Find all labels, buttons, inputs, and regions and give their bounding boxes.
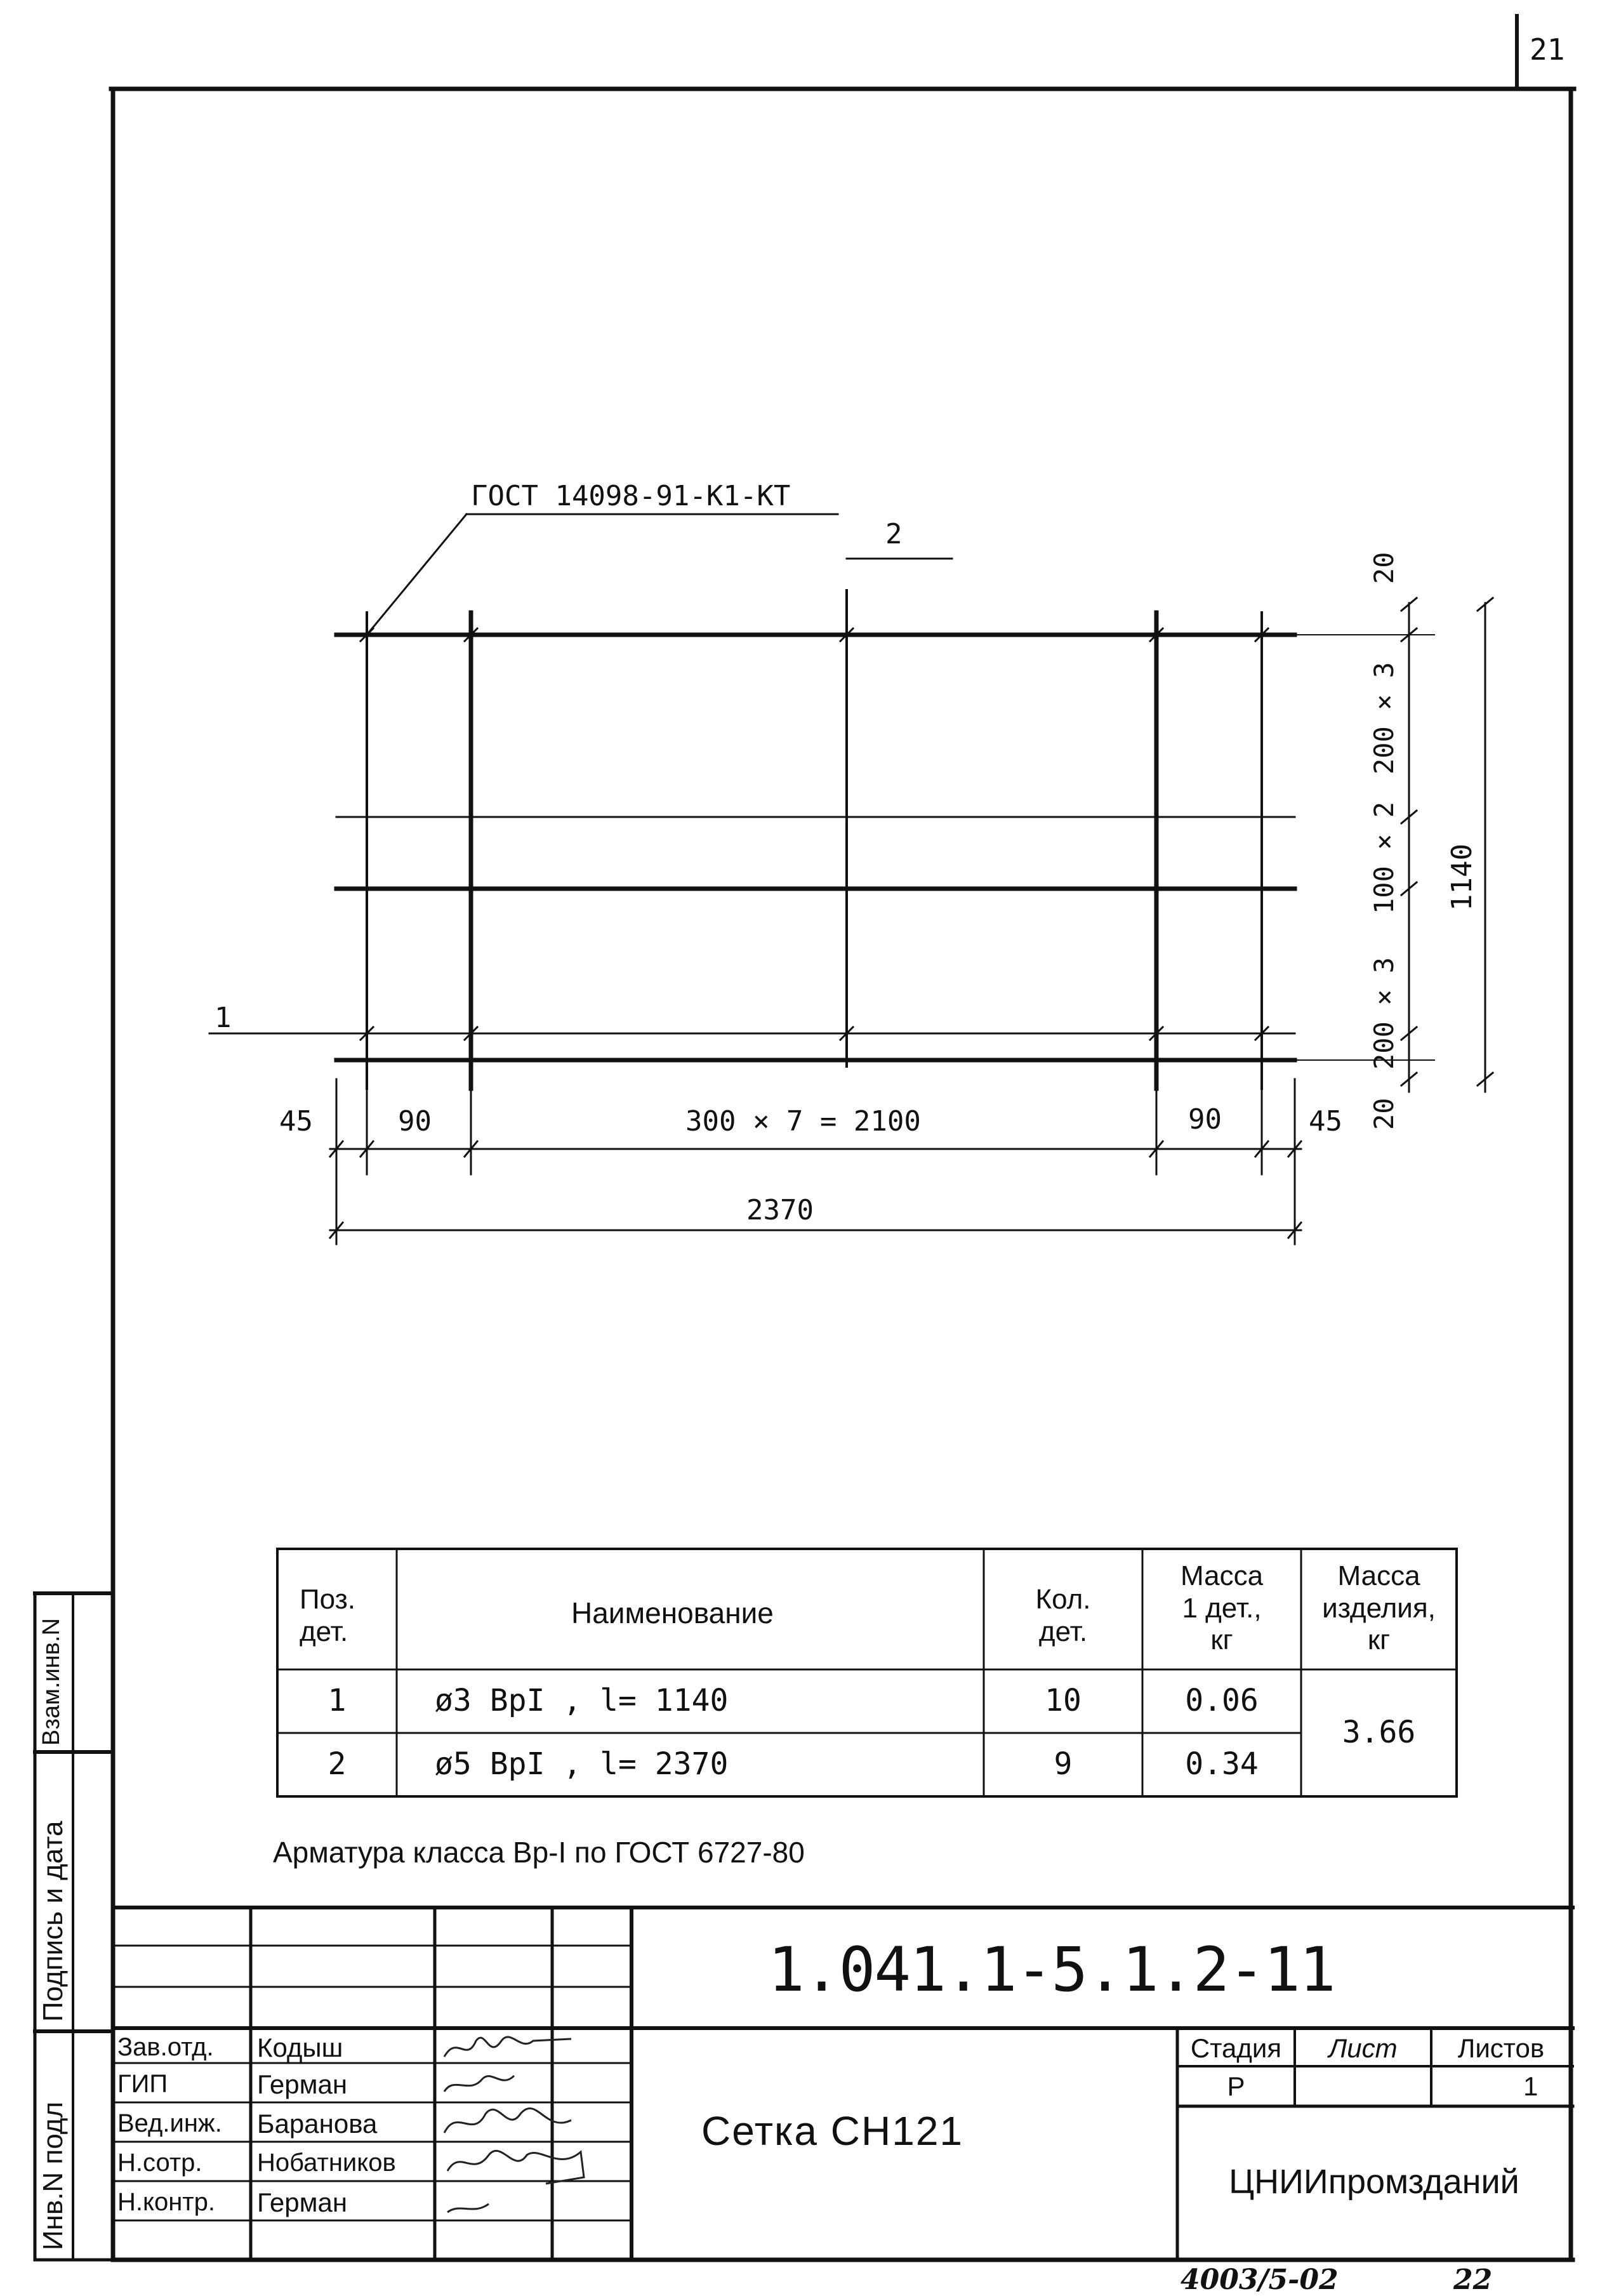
role-gip: ГИП	[117, 2070, 168, 2098]
callout-position-1: 1	[215, 1002, 232, 1034]
dim-total-height: 1140	[1446, 844, 1478, 911]
signature-german-1	[444, 2076, 514, 2092]
stage-label: Стадия	[1190, 2033, 1282, 2063]
role-zav-otd: Зав.отд.	[117, 2033, 214, 2061]
row1-name: ø3 ВрI , l= 1140	[435, 1683, 729, 1718]
callout-position-2: 2	[885, 518, 903, 550]
th-mass-total: Масса изделия, кг	[1322, 1560, 1436, 1656]
name-kodysh: Кодыш	[257, 2033, 343, 2062]
th-mass-one: Масса 1 дет., кг	[1180, 1560, 1264, 1656]
sheets-value: 1	[1523, 2071, 1538, 2101]
row2-qty: 9	[1054, 1746, 1073, 1782]
drawing-title: Сетка СН121	[701, 2108, 963, 2154]
organization: ЦНИИпромзданий	[1229, 2163, 1519, 2201]
dim-total-width: 2370	[746, 1194, 814, 1226]
sheets-label: Листов	[1457, 2033, 1545, 2063]
th-name: Наименование	[571, 1596, 774, 1629]
dim-90-left: 90	[398, 1105, 432, 1138]
name-german-2: Герман	[257, 2187, 348, 2217]
callout-gost-label: ГОСТ 14098-91-К1-КТ	[471, 480, 791, 512]
row2-name: ø5 ВрI , l= 2370	[435, 1746, 729, 1782]
mass-total: 3.66	[1342, 1715, 1416, 1750]
dim-100x2: 100 × 2	[1368, 801, 1399, 914]
row2-pos: 2	[327, 1746, 347, 1782]
row1-qty: 10	[1045, 1683, 1082, 1718]
signature-german-2	[447, 2204, 489, 2212]
th-qty: Кол. дет.	[1035, 1584, 1091, 1647]
role-n-sotr: Н.сотр.	[117, 2149, 202, 2177]
row2-mass: 0.34	[1185, 1746, 1259, 1782]
role-n-kontr: Н.контр.	[117, 2188, 215, 2216]
sheet-label: Лист	[1328, 2033, 1398, 2063]
stamp-podpis-data: Подпись и дата	[37, 1821, 69, 2022]
stamp-inv-podl: Инв.N подл	[37, 2101, 69, 2250]
name-german: Герман	[257, 2069, 348, 2099]
reinforcement-note: Арматура класса Вр-I по ГОСТ 6727-80	[273, 1836, 805, 1869]
dim-45-right: 45	[1309, 1105, 1342, 1138]
row1-pos: 1	[327, 1683, 347, 1718]
row1-mass: 0.06	[1185, 1683, 1259, 1718]
name-nobatnikov: Нобатников	[257, 2149, 396, 2177]
archive-page: 22	[1453, 2264, 1493, 2296]
archive-number: 4003/5-02	[1181, 2264, 1339, 2296]
dim-middle: 300 × 7 = 2100	[685, 1105, 921, 1138]
th-pos: Поз. дет.	[300, 1584, 355, 1647]
dim-20-bottom: 20	[1368, 1098, 1399, 1130]
dim-20-top: 20	[1368, 552, 1399, 584]
stamp-vzam-inv: Взам.инв.N	[38, 1618, 65, 1746]
dim-200x3-bottom: 200 × 3	[1368, 957, 1399, 1070]
dim-90-right: 90	[1188, 1103, 1222, 1136]
designation: 1.041.1-5.1.2-11	[768, 1934, 1335, 2005]
name-baranova: Баранова	[257, 2109, 378, 2139]
stage-value: Р	[1227, 2071, 1245, 2101]
signature-nobatnikov	[447, 2151, 584, 2184]
role-ved-inzh: Вед.инж.	[117, 2109, 222, 2137]
dim-45-left: 45	[279, 1105, 313, 1138]
dim-200x3-top: 200 × 3	[1368, 661, 1399, 774]
page-number: 21	[1530, 32, 1565, 67]
